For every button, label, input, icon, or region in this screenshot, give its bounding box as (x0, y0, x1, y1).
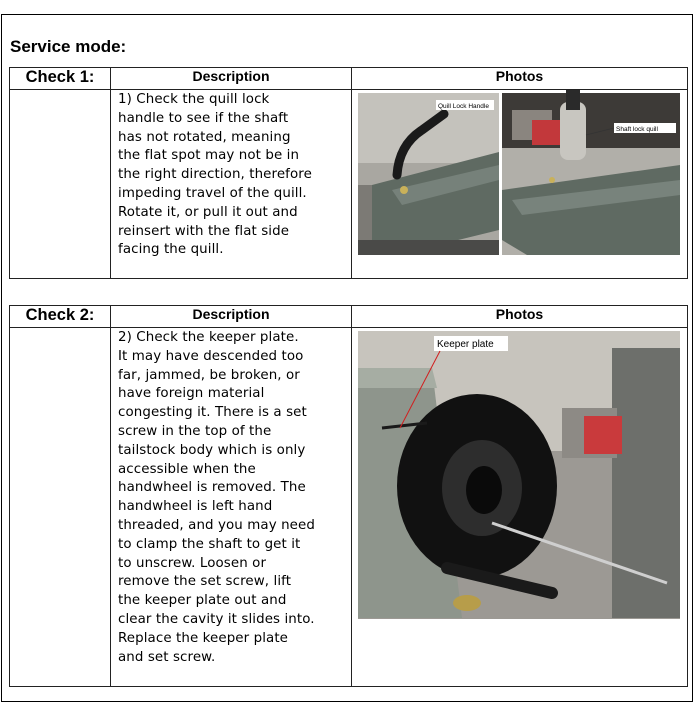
check-1-table (9, 67, 688, 279)
check-2-photos (352, 328, 686, 686)
check-2-empty-cell (10, 328, 111, 687)
section-title: Service mode: (10, 37, 127, 56)
check-2-label: Check 2: (10, 306, 111, 328)
check-2-photos-header: Photos (352, 306, 688, 328)
keeper-plate-photo (358, 331, 680, 619)
check-1-photos-cell (352, 90, 688, 279)
check-2-table (9, 305, 688, 687)
check-1-photos-header: Photos (352, 68, 688, 90)
quill-lock-photo (358, 93, 499, 255)
check-1-photos (352, 90, 686, 278)
check-1-description: 1) Check the quill lock handle to see if the shaft has not rotated, meaning the flat spot may not be in the right direction, therefore impeding travel of the quill. Rotate it, or pull it out and reinsert with the flat side facing the quill. (111, 90, 352, 279)
svg-text:Keeper plate: Keeper plate (437, 339, 494, 350)
check-1-description-header: Description (111, 68, 352, 90)
svg-text:Shaft lock quill: Shaft lock quill (616, 126, 658, 133)
svg-text:Quill Lock Handle: Quill Lock Handle (438, 103, 489, 110)
check-2-description-header: Description (111, 306, 352, 328)
quill-lock-photo-label (436, 100, 494, 110)
check-1-empty-cell (10, 90, 111, 279)
shaft-lock-photo (502, 90, 680, 255)
check-2-photos-cell (352, 328, 688, 687)
check-1-label: Check 1: (10, 68, 111, 90)
check-2-description: 2) Check the keeper plate. It may have descended too far, jammed, be broken, or have foreign material congesting it. There is a set screw in the top of the tailstock body which is only accessible when the handwheel is removed. The handwheel is left hand threaded, and you may need to clamp the shaft to get it to unscrew. Loosen or remove the set screw, lift the keeper plate out and clear the cavity it slides into. Replace the keeper plate and set screw. (111, 328, 352, 687)
